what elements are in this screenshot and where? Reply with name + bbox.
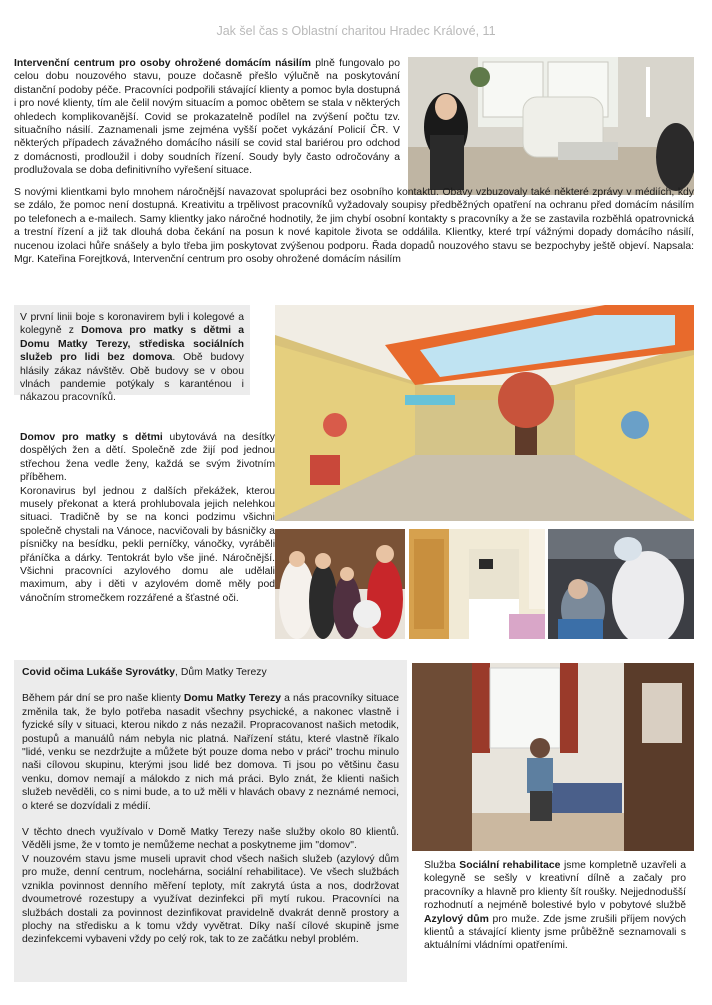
domov-lead: Domov pro matky s dětmi (20, 432, 163, 443)
photo-dormitory (412, 663, 694, 851)
intervencni-paragraph-2: S novými klientkami bylo mnohem náročnější navazovat spolupráci bez osobního kontaktu. Obavy vzbuzovaly také některé zprávy v médiích, kdy se zdálo, že pomoc není dostupná. Kreativitu a trpělivost pracovníků vyžadovaly soupisy předběžných opatření na ochranu před domácím násilím po telefonech a e-mailech. Samy klientky jako náročné hodnotily, že jim chybí osobní kontakty s pracovníky a že se zastavila rozběhlá opatrovnická a trestní řízení a již tak dlouhá doba čekání na posun k nové kapitole života se oddálila. Klientky, které trpí vážnými dopady domácího násilí, nucenou izolaci hůře snášely a bylo třeba jim poskytovat zvýšenou podporu. Řada dopadů nouzového stavu se bezpochyby ještě objeví. Napsala: Mgr. Kateřina Forejtková, Intervenční centrum pro osoby ohrožené domácím násilím (14, 187, 694, 266)
covid-box: Covid očima Lukáše Syrovátky, Dům Matky Terezy Během pár dní se pro naše klienty Domu Matky Terezy a nás pracovníky situace změnila tak, že bylo potřeba nasadit všechny psychické, a nakonec vlastně i fyzické síly v situaci, kterou nikdo z nás nezažil. Propracovanost našich metodik, postupů a manuálů nám nebyla nic platná. Nařízení státu, které vlastně říkalo "lidé, venku se nezdržujte a můžete být pouze doma nebo v práci" trochu minulo naši cílovou skupinu, kterými jsou lidé bez domova. Ti jsou po většinu času venku, domov nemají a málokdo z nich má práci. Bylo znát, že klienti našich služeb nevěděli, co s nimi bude, a to už měli v hlavách obavy z neznámé nemoci, o které se dozvídali z médií. V těchto dnech využívalo v Domě Matky Terezy naše služby okolo 80 klientů. Věděli jsme, že v tomto je nemůžeme nechat a poskytneme jim "domov". V nouzovém stavu jsme museli upravit chod všech našich služeb (azylový dům pro muže, denní centrum, noclehárna, sociální rehabilitace). Ve všech službách vznikla povinnost denního měření teploty, mít zakrytá ústa a nos, dodržovat dvoumetrové rozestupy a využívat dezinfekci při mytí rukou. Pracovníci na službách dostali za povinnost dezinfikovat pravidelně dvakrát denně prostory a plochy na středisku a k tomu vždy vyvětrat. Díky naší cílové skupině jsme dezinfekcemi vybaveni vždy po celý rok, tak to ze začátku nebyl problém. (14, 660, 407, 982)
intervencni-paragraph-1: Intervenční centrum pro osoby ohrožené domácím násilím plně fungovalo po celou dobu nouzového stavu, pouze dočasně přešlo výlučně na poskytování distanční podoby péče. Pracovníci podpořili stávající klienty a pomoc byla dostupná i pro nové klienty, tím ale čelil novým situacím a pomoc obětem se stala v některých ohledech komplikovanější. Covid se prokazatelně podílel na zvýšení počtu tzv. situačního násilí. Zaznamenali jsme zejména vyšší počet vykázání Policií ČR. V některých případech závažného domácího násilí se covid stal bariérou pro odchod z domácnosti, prodloužil i doby soudních řízení. Soudy byly často odročovány a prodlužovala se doba definitivního vyřešení situace. (14, 58, 400, 177)
covid-title: Covid očima Lukáše Syrovátky, Dům Matky Terezy (22, 667, 267, 678)
domov-text: Domov pro matky s dětmi ubytovává na desítky dospělých žen a dětí. Společně zde žijí pod jednou střechou žena vedle ženy, každá se svým životním příběhem. Koronavirus byl jednou z dalších překážek, kterou musely překonat a která prohlubovala jejich nelehkou situaci. Tradičně by se na konci podzimu všichni společně chystali na Vánoce, nacvičovali by básničky a písničky na besídku, pekli perníčky, vánočky, vyráběli přáníčka a dárky. Tentokrát bylo vše jiné. Náročnější. Všichni pracovníci azylového domu ale udělali maximum, aby i děti v azylovém domě měly pod vánočním stromečkem rozzářené a šťastné oči. (20, 432, 275, 604)
photo-corridor (275, 305, 694, 521)
rehab-text: Služba Sociální rehabilitace jsme kompletně uzavřeli a kolegyně se sešly v kreativní dílně a začaly pro pracovníky a hlavně pro klienty šít roušky. Nejjednodušší rozhodnutí a nejméně bolestivé bylo v pobytové službě Azylový dům pro muže. Zde jsme zrušili příjem nových klientů a stávající klienty jsme průběžně seznamovali s aktuálními vládními opatřeními. (424, 860, 686, 952)
photo-counseling-room (408, 57, 694, 195)
photo-christmas (275, 529, 405, 639)
page-header: Jak šel čas s Oblastní charitou Hradec Králové, 11 (216, 24, 496, 38)
intervencni-lead: Intervenční centrum pro osoby ohrožené domácím násilím (14, 58, 311, 69)
photo-child-room (409, 529, 545, 639)
photo-testing (548, 529, 694, 639)
prvni-linie-box: V první linii boje s koronavirem byli i kolegové a kolegyně z Domova pro matky s dětmi a Domu Matky Terezy, střediska sociálních služeb pro lidi bez domova. Obě budovy hlásily zákaz návštěv. Obě budovy se v obou vlnách pandemie potýkaly s karanténou i nákazou pracovníků. (14, 305, 250, 395)
